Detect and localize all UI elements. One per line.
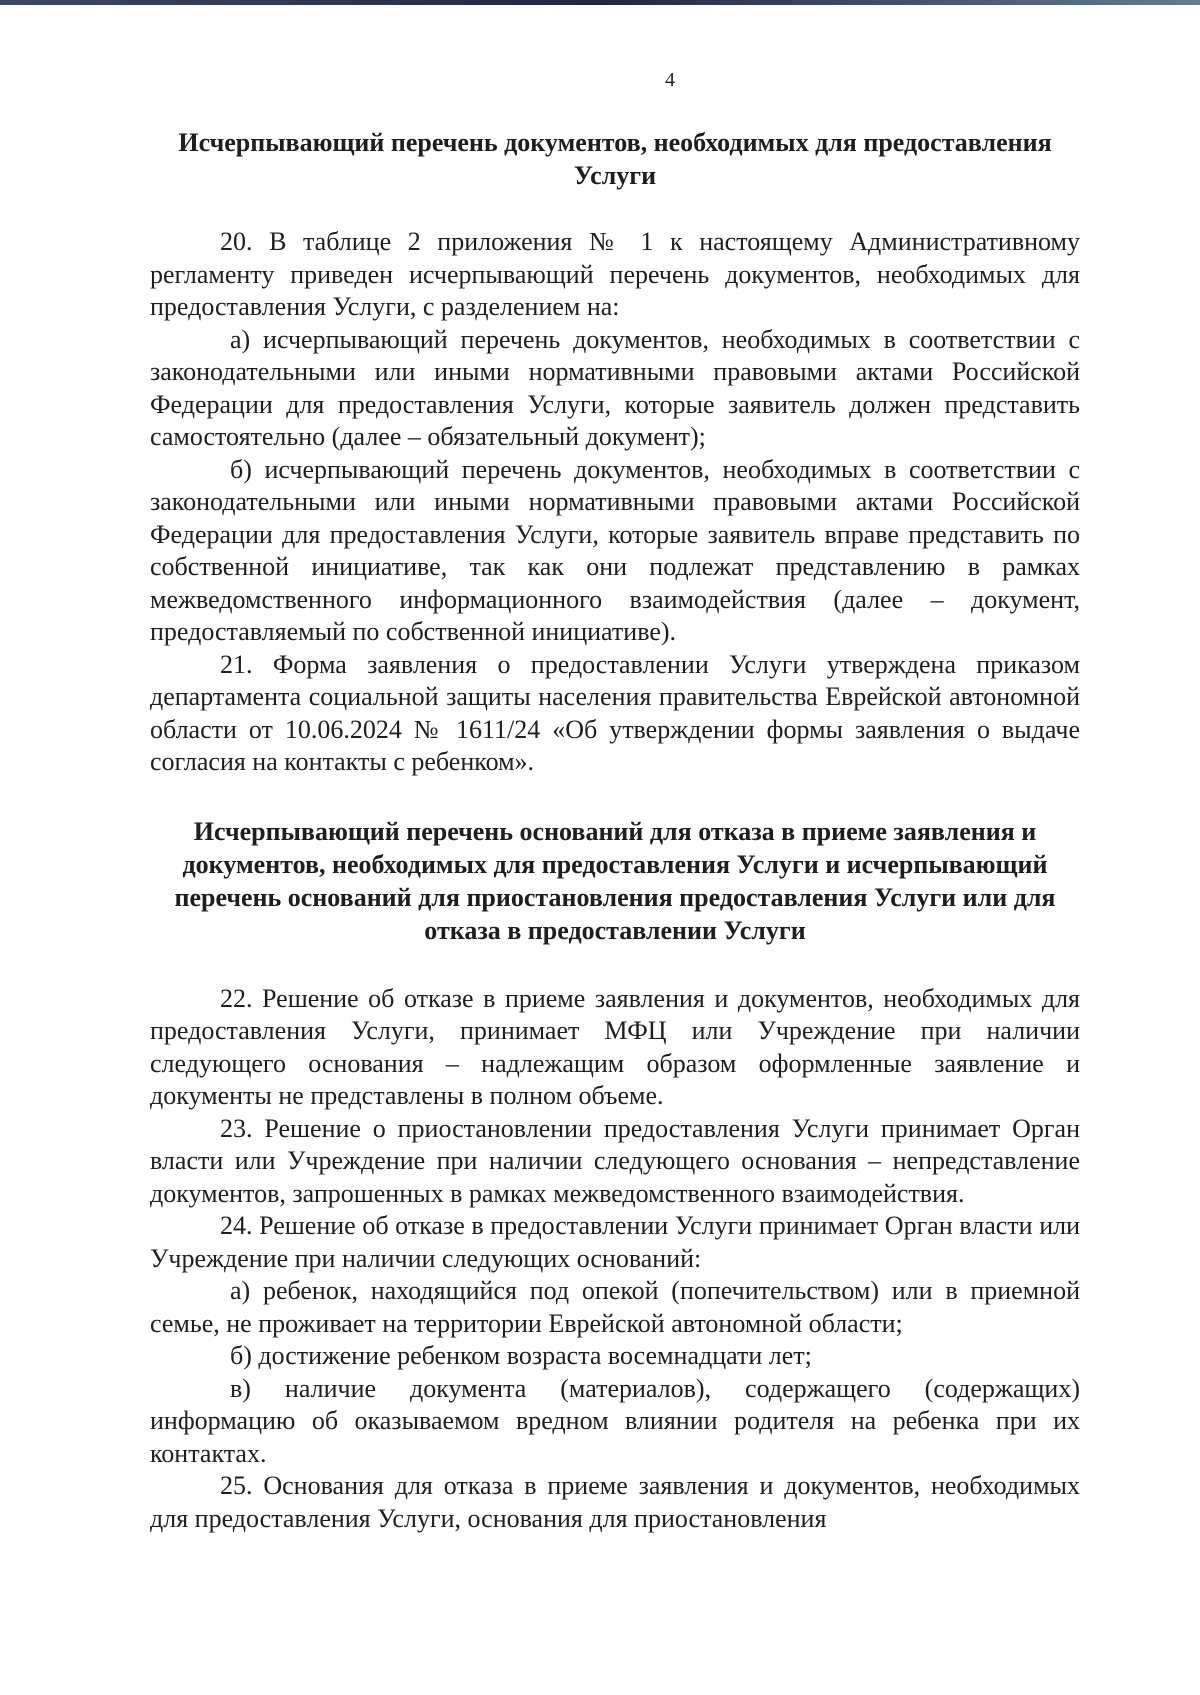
- paragraph-24-b: б) достижение ребенком возраста восемнадцати лет;: [230, 1341, 812, 1370]
- paragraph-22: 22. Решение об отказе в приеме заявления и документов, необходимых для предоставления Услуги, принимает МФЦ или Учреждение при наличии следующего основания – надлежащим образом оформленные заявление и документы не представлены в полном объеме.: [150, 983, 1080, 1110]
- section-heading-grounds: Исчерпывающий перечень оснований для отказа в приеме заявления и документов, необходимых для предоставления Услуги и исчерпывающий перечень оснований для приостановления предоставления Услуги или для отказа в предоставлении Услуги: [174, 816, 1056, 945]
- scan-edge: [0, 0, 1200, 5]
- page-number: 4: [665, 69, 675, 91]
- paragraph-24: 24. Решение об отказе в предоставлении Услуги принимает Орган власти или Учреждение при наличии следующих оснований:: [150, 1211, 1080, 1273]
- paragraph-23: 23. Решение о приостановлении предоставления Услуги принимает Орган власти или Учреждение при наличии следующего основания – непредставление документов, запрошенных в рамках межведомственного взаимодействия.: [150, 1113, 1080, 1208]
- paragraph-20: 20. В таблице 2 приложения № 1 к настоящему Административному регламенту приведен исчерпывающий перечень документов, необходимых для предоставления Услуги, с разделением на:: [150, 227, 1080, 321]
- paragraph-20-a: а) исчерпывающий перечень документов, необходимых в соответствии с законодательными или иными нормативными правовыми актами Российской Федерации для предоставления Услуги, которые заявитель должен представить самостоятельно (далее – обязательный документ);: [150, 324, 1080, 451]
- paragraph-25: 25. Основания для отказа в приеме заявления и документов, необходимых для предоставления Услуги, основания для приостановления: [150, 1471, 1080, 1533]
- section-heading-documents: Исчерпывающий перечень документов, необходимых для предоставления Услуги: [178, 128, 1052, 190]
- paragraph-24-c: в) наличие документа (материалов), содержащего (содержащих) информацию об оказываемом вредном влиянии родителя на ребенка при их контактах.: [150, 1373, 1080, 1468]
- paragraph-21: 21. Форма заявления о предоставлении Услуги утверждена приказом департамента социальной защиты населения правительства Еврейской автономной области от 10.06.2024 № 1611/24 «Об утверждении формы заявления о выдаче согласия на контакты с ребенком».: [150, 649, 1080, 776]
- paragraph-24-a: а) ребенок, находящийся под опекой (попечительством) или в приемной семье, не проживает на территории Еврейской автономной области;: [150, 1276, 1080, 1338]
- paragraph-20-b: б) исчерпывающий перечень документов, необходимых в соответствии с законодательными или иными нормативными правовыми актами Российской Федерации для предоставления Услуги, которые заявитель вправе представить по собственной инициативе, так как они подлежат представлению в рамках межведомственного информационного взаимодействия (далее – документ, предоставляемый по собственной инициативе).: [150, 454, 1080, 646]
- document-page: [150, 60, 1080, 1680]
